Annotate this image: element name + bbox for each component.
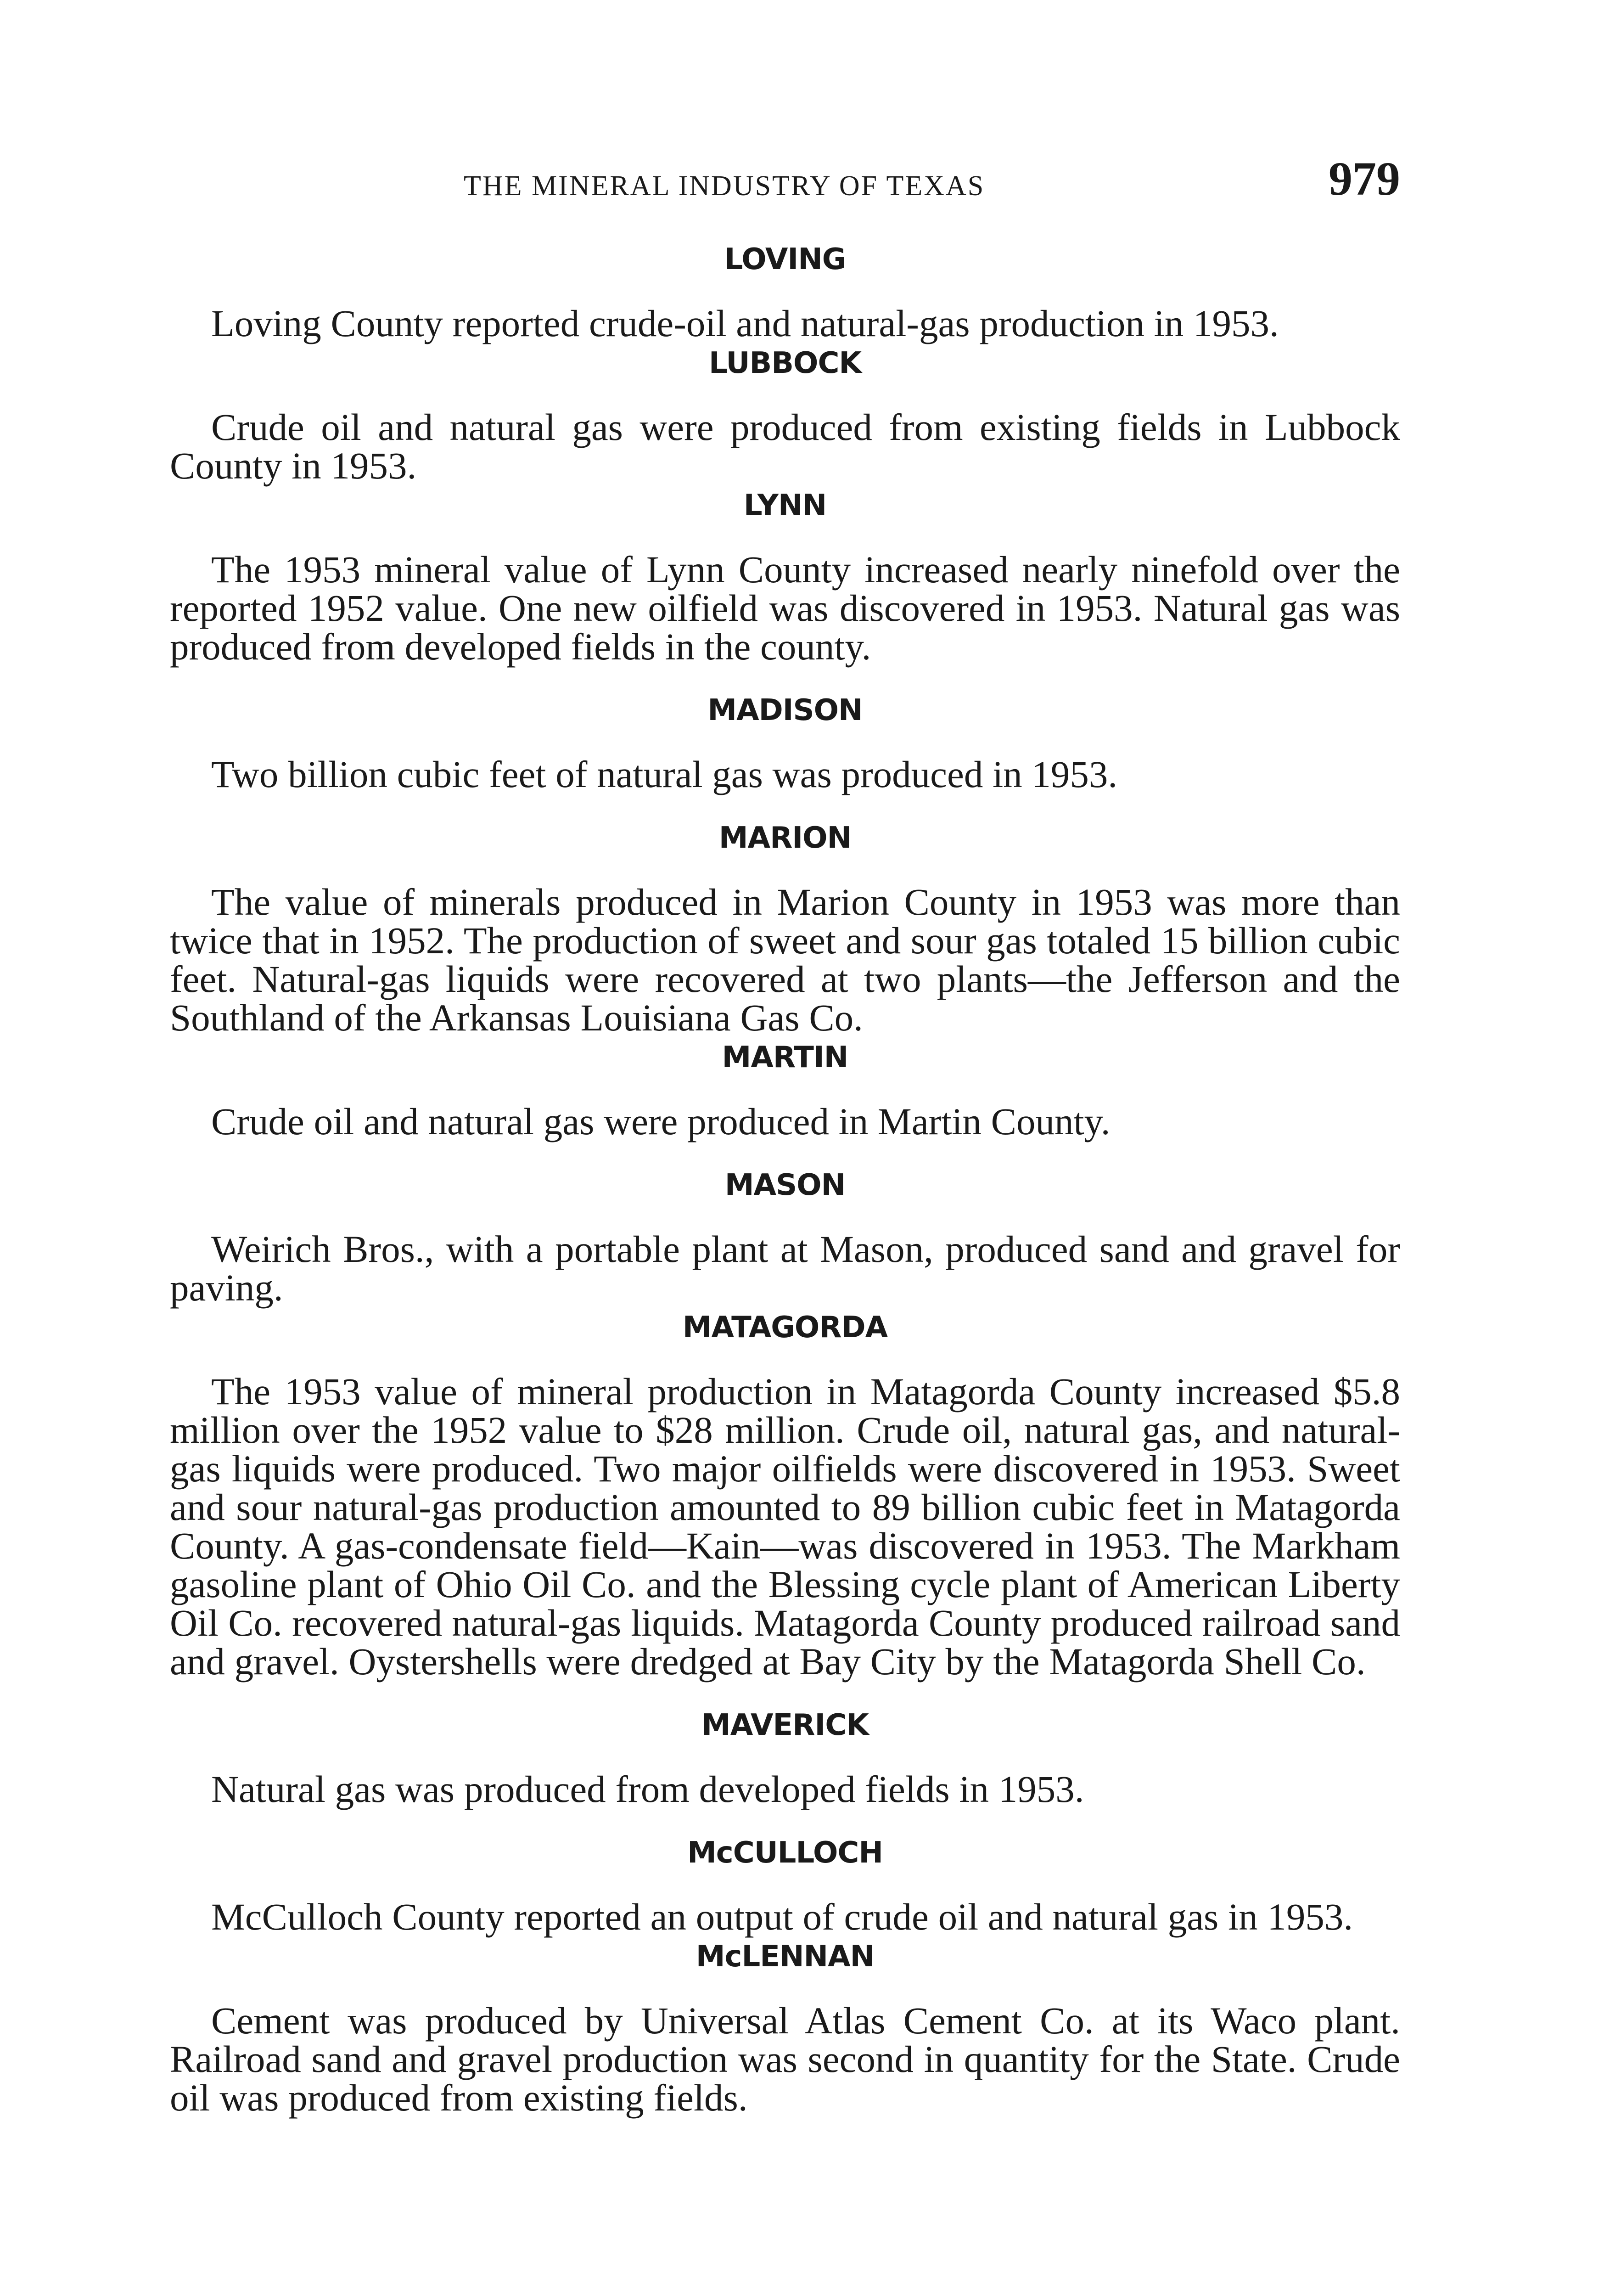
section-paragraph: Natural gas was produced from developed fields in 1953. xyxy=(211,1768,1084,1810)
section-loving xyxy=(170,239,1400,343)
section-mcculloch xyxy=(170,1832,1400,1936)
section-paragraph: McCulloch County reported an output of crude oil and natural gas in 1953. xyxy=(211,1896,1353,1938)
section-heading: LYNN xyxy=(743,489,827,523)
section-mclennan xyxy=(170,1936,1400,2117)
section-heading: MAVERICK xyxy=(701,1708,869,1742)
section-maverick xyxy=(170,1705,1400,1808)
section-paragraph: Two billion cubic feet of natural gas was produced in 1953. xyxy=(211,753,1118,795)
section-madison xyxy=(170,690,1400,793)
section-heading: MASON xyxy=(724,1168,846,1202)
section-heading: MADISON xyxy=(707,693,863,727)
section-heading: LOVING xyxy=(724,242,846,276)
section-paragraph: The 1953 mineral value of Lynn County increased nearly ninefold over the reported 1952 value. One new oilfield was discovered in 1953. Natural gas was produced from developed fields in the county. xyxy=(170,548,1400,668)
section-matagorda xyxy=(170,1307,1400,1681)
section-heading: LUBBOCK xyxy=(709,346,861,380)
body-content xyxy=(170,239,1400,2117)
running-header xyxy=(170,152,1400,225)
section-heading: MATAGORDA xyxy=(682,1311,888,1345)
section-paragraph: Cement was produced by Universal Atlas Cement Co. at its Waco plant. Railroad sand and gravel production was second in quantity for the State. Crude oil was produced from existing fields. xyxy=(170,1999,1400,2119)
page-number: 979 xyxy=(1329,152,1400,205)
section-lynn xyxy=(170,485,1400,666)
section-paragraph: The value of minerals produced in Marion County in 1953 was more than twice that in 1952. The production of sweet and sour gas totaled 15 billion cubic feet. Natural-gas liquids were recovered at two plants—the Jefferson and the Southland of the Arkansas Louisiana Gas Co. xyxy=(170,881,1400,1039)
section-heading: McLENNAN xyxy=(696,1940,875,1974)
section-paragraph: Crude oil and natural gas were produced from existing fields in Lubbock County in 1953. xyxy=(170,406,1400,487)
section-heading: McCULLOCH xyxy=(687,1836,883,1870)
section-martin xyxy=(170,1037,1400,1141)
section-mason xyxy=(170,1165,1400,1307)
section-marion xyxy=(170,817,1400,1037)
section-paragraph: Crude oil and natural gas were produced in Martin County. xyxy=(211,1100,1111,1142)
section-lubbock xyxy=(170,343,1400,485)
section-paragraph: Loving County reported crude-oil and natural-gas production in 1953. xyxy=(211,302,1279,344)
section-heading: MARTIN xyxy=(722,1041,848,1075)
section-paragraph: The 1953 value of mineral production in Matagorda County increased $5.8 million over the 1952 value to $28 million. Crude oil, natural gas, and natural-gas liquids were produced. Two major oilfields were discovered in 1953. Sweet and sour natural-gas production amounted to 89 billion cubic feet in Matagorda County. A gas-condensate field—Kain—was discovered in 1953. The Markham gasoline plant of Ohio Oil Co. and the Blessing cycle plant of American Liberty Oil Co. recovered natural-gas liquids. Matagorda County produced railroad sand and gravel. Oystershells were dredged at Bay City by the Matagorda Shell Co. xyxy=(170,1370,1400,1683)
section-paragraph: Weirich Bros., with a portable plant at Mason, produced sand and gravel for paving. xyxy=(170,1228,1400,1309)
running-title: THE MINERAL INDUSTRY OF TEXAS xyxy=(464,170,985,202)
section-heading: MARION xyxy=(718,821,852,855)
